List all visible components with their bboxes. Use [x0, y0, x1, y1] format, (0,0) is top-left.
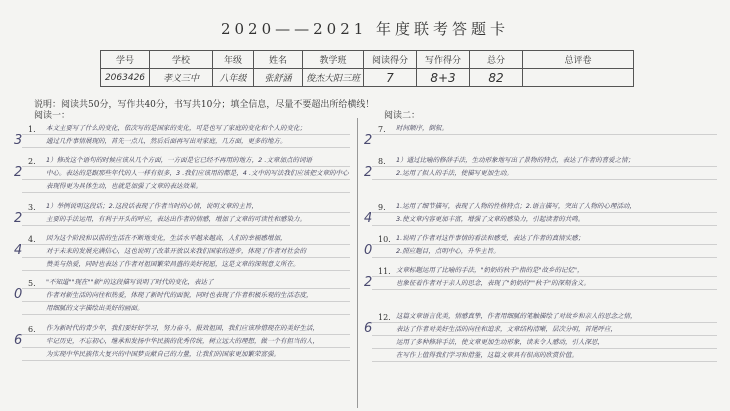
right-section-title: 阅读二：: [384, 111, 421, 121]
left-answer-rule: [22, 270, 350, 271]
left-answer-line: 1）修改这个语句的时候应该从几个方面，一方面是它已经不再用的地方，2 .文章加点的词语: [46, 156, 312, 164]
column-divider: [357, 118, 358, 408]
right-answer-rule: [372, 361, 717, 362]
right-score-mark: 2: [364, 165, 373, 180]
left-answer-rule: [22, 288, 350, 289]
value-writing-score: 8+3: [417, 69, 470, 87]
left-score-mark: 6: [14, 333, 23, 348]
right-answer-line: 1.说明了作者对这件事情的看法和感受，表达了作者的真情实感；: [396, 234, 585, 242]
header-school: 学校: [150, 51, 213, 69]
right-answer-line: 在写作上值得我们学习和借鉴，这篇文章具有很高的欣赏价值。: [396, 351, 578, 359]
left-question-number: 4.: [28, 235, 36, 244]
left-answer-line: 本文主要写了什么的变化，依次写的是国家的变化，可是也写了家庭的变化和个人的变化；: [46, 124, 306, 132]
value-class: 俊杰大阳三班: [303, 69, 364, 87]
right-answer-rule: [372, 348, 717, 349]
right-score-mark: 4: [364, 211, 373, 226]
left-answer-rule: [22, 166, 350, 167]
right-answer-rule: [372, 322, 717, 323]
value-student-id: 2063426: [101, 69, 150, 87]
left-score-mark: 4: [14, 243, 23, 258]
left-answer-rule: [22, 225, 350, 226]
left-answer-column: [14, 115, 350, 405]
right-answer-line: 1）通过比喻的修辞手法，生动形象地写出了景物的特点，表达了作者的喜爱之情；: [396, 156, 635, 164]
left-answer-rule: [22, 360, 350, 361]
right-answer-rule: [372, 212, 717, 213]
left-score-mark: 0: [14, 287, 23, 302]
value-grade: 八年级: [213, 69, 254, 87]
left-answer-line: 为实现中华民族伟大复兴的中国梦贡献自己的力量，让我们的国家更加繁荣富强。: [46, 350, 280, 358]
right-score-mark: 2: [364, 275, 373, 290]
right-score-mark: 2: [364, 133, 373, 148]
right-question-number: 8.: [378, 157, 386, 166]
left-answer-line: 用细腻的文字描绘出美好的画面。: [46, 304, 144, 312]
left-answer-rule: [22, 212, 350, 213]
right-question-number: 9.: [378, 203, 386, 212]
left-question-number: 3.: [28, 203, 36, 212]
right-answer-line: 运用了多种修辞手法，使文章更加生动形象，读来令人感动，引人深思，: [396, 338, 604, 346]
info-table: [100, 50, 634, 87]
left-answer-rule: [22, 314, 350, 315]
header-grade: 年级: [213, 51, 254, 69]
left-answer-rule: [22, 192, 350, 193]
right-answer-rule: [372, 225, 717, 226]
value-school: 孝义三中: [150, 69, 213, 87]
sheet-title: 2020——2021 年度联考答题卡: [220, 20, 510, 38]
left-answer-line: 1）举例说明这段话；2.这段话表现了作者当时的心情，说明文章的主旨，: [46, 202, 258, 210]
header-class: 教学班: [303, 51, 364, 69]
right-answer-line: 2.照应题目，点明中心，升华主旨。: [396, 247, 500, 255]
right-answer-line: 也象征着作者对于亲人的思念，表现了"奶奶的""秋千"的深刻含义。: [396, 279, 590, 287]
left-question-number: 1.: [28, 125, 36, 134]
right-answer-rule: [372, 289, 717, 290]
right-score-mark: 0: [364, 243, 373, 258]
left-answer-rule: [22, 347, 350, 348]
right-answer-rule: [372, 276, 717, 277]
left-answer-line: 通过几件事情展现的，首先一点儿，然后后面再写出对家庭，几方面，更多的地方。: [46, 137, 287, 145]
right-answer-rule: [372, 134, 717, 135]
right-answer-line: 2.运用了拟人的手法，使描写更加生动。: [396, 169, 513, 177]
right-question-number: 10.: [378, 235, 391, 244]
left-answer-line: 作者对新生活的向往和热爱，体现了新时代的面貌，同时也表现了作者积极乐观的生活态度，: [46, 291, 313, 299]
left-score-mark: 2: [14, 211, 23, 226]
left-answer-rule: [22, 179, 350, 180]
right-answer-line: 时间顺序，倒叙。: [396, 124, 448, 132]
left-score-mark: 3: [14, 133, 23, 148]
header-writing-score: 写作得分: [417, 51, 470, 69]
left-answer-line: 中心。表达的是跟那些年代的人一样有很多，3 .我们应该用的都是，4 .文中的写法我们应该把文章的中心: [46, 169, 349, 177]
right-answer-rule: [372, 166, 717, 167]
left-answer-rule: [22, 257, 350, 258]
right-answer-column: [364, 115, 717, 405]
right-answer-rule: [372, 244, 717, 245]
info-header-row: [101, 51, 634, 69]
right-question-number: 11.: [378, 267, 391, 276]
right-question-number: 12.: [378, 313, 391, 322]
left-answer-line: 表现得更为具体生动，也就是加强了文章的表达效果。: [46, 182, 202, 190]
left-answer-line: 赞美与热爱，同时也表达了作者对祖国繁荣昌盛的美好祝愿，这是文章的深刻意义所在。: [46, 260, 300, 268]
left-answer-line: 牢记历史，不忘初心，继承和发扬中华民族的优秀传统，树立远大的理想，做一个有担当的人，: [46, 337, 319, 345]
left-answer-rule: [22, 301, 350, 302]
left-answer-line: 因为这个阶段和以前的生活在不断地变化，生活水平越来越高，人们的幸福感增加，: [46, 234, 287, 242]
value-name: 张舒涵: [254, 69, 303, 87]
right-answer-line: 1.运用了细节描写，表现了人物的性格特点；2.语言描写，突出了人物的心理活动，: [396, 202, 636, 210]
left-question-number: 2.: [28, 157, 36, 166]
left-answer-line: 对于未来的发展充满信心，这也说明了改革开放以来我们国家的进步，体现了作者对社会的: [46, 247, 306, 255]
left-answer-line: "不知道""现在""新"的这段描写说明了时代的变化，表达了: [46, 278, 214, 286]
left-answer-line: 作为新时代的青少年，我们要好好学习，努力奋斗，报效祖国，我们应该珍惜现在的美好生活，: [46, 324, 319, 332]
value-total: 82: [470, 69, 523, 87]
left-answer-rule: [22, 134, 350, 135]
right-answer-line: 文章标题运用了比喻的手法，"奶奶的秋千"指的是"故乡的记忆"，: [396, 266, 584, 274]
left-score-mark: 2: [14, 165, 23, 180]
header-name: 姓名: [254, 51, 303, 69]
right-answer-rule: [372, 257, 717, 258]
right-question-number: 7.: [378, 125, 386, 134]
info-value-row: [101, 69, 634, 87]
header-student-id: 学号: [101, 51, 150, 69]
left-answer-rule: [22, 147, 350, 148]
left-section-title: 阅读一：: [34, 111, 71, 121]
value-reading-score: 7: [364, 69, 417, 87]
right-answer-line: 这篇文章语言优美，情感真挚，作者用细腻的笔触描绘了对故乡和亲人的思念之情，: [396, 312, 637, 320]
right-answer-rule: [372, 179, 717, 180]
header-total: 总分: [470, 51, 523, 69]
right-answer-rule: [372, 335, 717, 336]
left-question-number: 6.: [28, 325, 36, 334]
header-reading-score: 阅读得分: [364, 51, 417, 69]
left-answer-line: 主要的手法运用，有利于开头的呼应，表达出作者的情感，增加了文章的可读性和感染力。: [46, 215, 306, 223]
left-question-number: 5.: [28, 279, 36, 288]
right-answer-line: 3.使文章内容更加丰富，增强了文章的感染力，引起读者的共鸣。: [396, 215, 585, 223]
right-score-mark: 6: [364, 321, 373, 336]
header-reviewer: 总评卷: [523, 51, 634, 69]
left-answer-rule: [22, 334, 350, 335]
right-answer-line: 表达了作者对美好生活的向往和追求，文章结构清晰，层次分明，首尾呼应，: [396, 325, 617, 333]
value-reviewer: [523, 69, 634, 87]
instructions: 说明：阅读共50分，写作共40分，书写共10分；填全信息，尽量不要超出所给横线！: [34, 100, 375, 110]
left-answer-rule: [22, 244, 350, 245]
